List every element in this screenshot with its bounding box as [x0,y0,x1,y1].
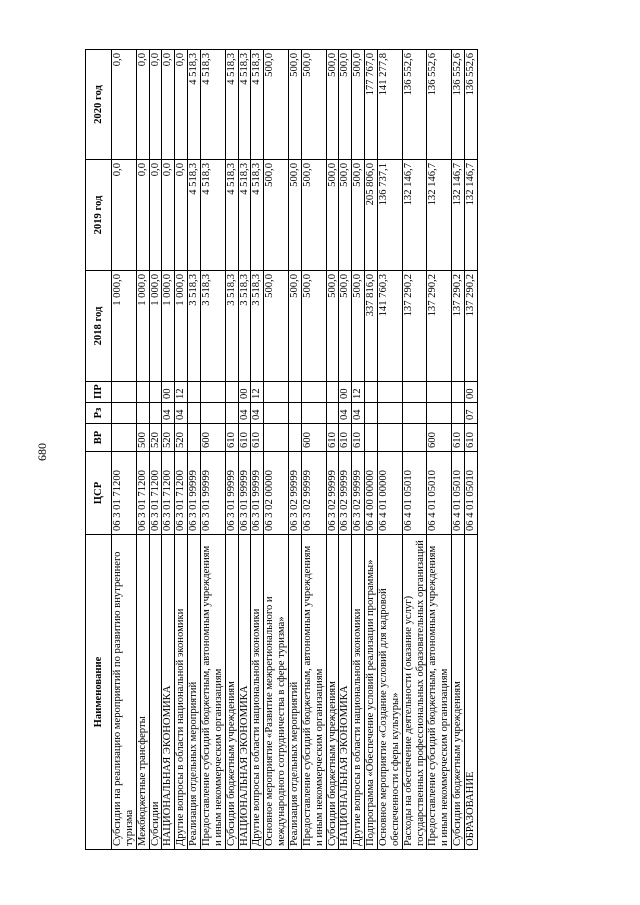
cell-pr [402,382,427,403]
cell-name: Межбюджетные трансферты [136,535,149,850]
cell-2018: 500,0 [301,271,326,382]
cell-2018: 137 290,2 [402,271,427,382]
table-row [136,50,149,850]
cell-2019: 132 146,7 [427,160,452,271]
cell-csr: 06 4 01 00000 [378,452,403,535]
table-row [112,50,137,850]
cell-2020: 500,0 [352,50,365,160]
cell-2020: 0,0 [136,50,149,160]
table-row [402,50,427,850]
cell-name: Расходы на обеспечение деятельности (оказание услуг) государственных профессиональных образовательных организаций [402,535,427,850]
cell-2020: 136 552,6 [452,50,465,160]
cell-pr: 12 [352,382,365,403]
cell-2020: 177 767,0 [365,50,378,160]
cell-vr: 610 [339,424,352,452]
cell-2019: 132 146,7 [465,160,478,271]
cell-2018: 500,0 [339,271,352,382]
cell-2019: 0,0 [175,160,188,271]
cell-2020: 4 518,3 [251,50,264,160]
header-2020: 2020 год [86,50,112,160]
cell-2019: 500,0 [326,160,339,271]
table-row [162,50,175,850]
cell-2020: 0,0 [175,50,188,160]
cell-name: ОБРАЗОВАНИЕ [465,535,478,850]
cell-pr [149,382,162,403]
cell-2019: 500,0 [352,160,365,271]
cell-name: НАЦИОНАЛЬНАЯ ЭКОНОМИКА [339,535,352,850]
cell-vr: 610 [326,424,339,452]
cell-2019: 500,0 [339,160,352,271]
cell-2020: 4 518,3 [238,50,251,160]
table-row [149,50,162,850]
cell-name: Другие вопросы в области национальной экономики [352,535,365,850]
page-number: 680 [35,443,49,461]
cell-csr: 06 3 02 99999 [326,452,339,535]
cell-pr [301,382,326,403]
cell-vr: 500 [136,424,149,452]
table-row [452,50,465,850]
cell-pr [201,382,226,403]
cell-2020: 500,0 [289,50,302,160]
cell-pr [289,382,302,403]
cell-vr: 610 [251,424,264,452]
cell-2018: 141 760,3 [378,271,403,382]
cell-2020: 4 518,3 [201,50,226,160]
cell-name: Субсидии на реализацию мероприятий по развитию внутреннего туризма [112,535,137,850]
cell-vr [289,424,302,452]
cell-pr [136,382,149,403]
cell-name: Субсидии [149,535,162,850]
cell-rz [452,403,465,424]
cell-2019: 136 737,1 [378,160,403,271]
table-row [352,50,365,850]
table-row [225,50,238,850]
cell-rz [378,403,403,424]
cell-2018: 500,0 [352,271,365,382]
cell-vr: 610 [352,424,365,452]
cell-2020: 136 552,6 [402,50,427,160]
cell-csr: 06 3 01 99999 [238,452,251,535]
cell-2018: 500,0 [289,271,302,382]
header-vr: ВР [86,424,112,452]
cell-vr: 610 [238,424,251,452]
cell-name: Субсидии бюджетным учреждениям [225,535,238,850]
cell-2018: 1 000,0 [112,271,137,382]
cell-pr [225,382,238,403]
cell-csr: 06 4 01 05010 [465,452,478,535]
cell-name: Основное мероприятие «Создание условий для кадровой обеспеченности сферы культуры» [378,535,403,850]
cell-rz [326,403,339,424]
cell-vr: 600 [201,424,226,452]
table-row [188,50,201,850]
cell-2020: 500,0 [301,50,326,160]
cell-csr: 06 3 01 71200 [162,452,175,535]
cell-name: Другие вопросы в области национальной экономики [251,535,264,850]
table-row [264,50,289,850]
cell-2019: 0,0 [162,160,175,271]
cell-csr: 06 3 02 99999 [352,452,365,535]
cell-rz: 04 [162,403,175,424]
cell-2019: 4 518,3 [201,160,226,271]
cell-vr [112,424,137,452]
cell-2019: 0,0 [112,160,137,271]
cell-name: Реализация отдельных мероприятий [188,535,201,850]
cell-rz: 04 [251,403,264,424]
cell-csr: 06 3 02 99999 [301,452,326,535]
budget-table [85,49,478,850]
cell-rz: 04 [175,403,188,424]
cell-pr [188,382,201,403]
cell-pr: 00 [339,382,352,403]
table-row [301,50,326,850]
cell-2018: 137 290,2 [427,271,452,382]
cell-2019: 500,0 [301,160,326,271]
cell-pr [452,382,465,403]
table-header-row [86,50,112,850]
header-name: Наименование [86,535,112,850]
cell-pr [264,382,289,403]
cell-name: Предоставление субсидий бюджетным, автономным учреждениям и иным некоммерческим организациям [427,535,452,850]
rotated-table-container [85,50,565,850]
cell-2018: 137 290,2 [465,271,478,382]
cell-name: Другие вопросы в области национальной экономики [175,535,188,850]
table-row [465,50,478,850]
cell-pr [427,382,452,403]
cell-pr [378,382,403,403]
cell-2018: 500,0 [264,271,289,382]
cell-vr [264,424,289,452]
header-pr: ПР [86,382,112,403]
cell-rz [225,403,238,424]
cell-2018: 337 816,0 [365,271,378,382]
cell-2020: 136 552,6 [427,50,452,160]
cell-rz [289,403,302,424]
cell-2020: 500,0 [264,50,289,160]
cell-rz [402,403,427,424]
cell-2020: 4 518,3 [188,50,201,160]
header-2018: 2018 год [86,271,112,382]
cell-pr: 00 [465,382,478,403]
cell-vr: 600 [301,424,326,452]
cell-rz: 04 [339,403,352,424]
cell-vr [188,424,201,452]
cell-rz [136,403,149,424]
cell-csr: 06 3 02 99999 [339,452,352,535]
cell-vr [378,424,403,452]
cell-rz [365,403,378,424]
cell-csr: 06 4 01 05010 [427,452,452,535]
cell-2019: 500,0 [264,160,289,271]
cell-rz [112,403,137,424]
cell-2019: 4 518,3 [238,160,251,271]
cell-2019: 0,0 [149,160,162,271]
cell-name: НАЦИОНАЛЬНАЯ ЭКОНОМИКА [238,535,251,850]
cell-vr: 610 [225,424,238,452]
header-csr: ЦСР [86,452,112,535]
cell-rz: 07 [465,403,478,424]
table-row [378,50,403,850]
cell-csr: 06 4 01 05010 [452,452,465,535]
cell-name: Подпрограмма «Обеспечение условий реализации программы» [365,535,378,850]
cell-rz [188,403,201,424]
cell-csr: 06 3 01 71200 [175,452,188,535]
cell-2020: 0,0 [112,50,137,160]
header-2019: 2019 год [86,160,112,271]
cell-name: Предоставление субсидий бюджетным, автономным учреждениям и иным некоммерческим организациям [301,535,326,850]
cell-csr: 06 3 01 99999 [201,452,226,535]
cell-csr: 06 4 01 05010 [402,452,427,535]
table-row [365,50,378,850]
cell-2020: 0,0 [162,50,175,160]
cell-2020: 500,0 [339,50,352,160]
table-row [326,50,339,850]
table-row [201,50,226,850]
cell-pr: 00 [238,382,251,403]
cell-2019: 4 518,3 [251,160,264,271]
header-rz: Рз [86,403,112,424]
cell-name: Реализация отдельных мероприятий [289,535,302,850]
cell-csr: 06 3 02 99999 [289,452,302,535]
cell-vr: 610 [452,424,465,452]
cell-2020: 4 518,3 [225,50,238,160]
cell-2019: 132 146,7 [402,160,427,271]
cell-rz [264,403,289,424]
cell-2018: 1 000,0 [175,271,188,382]
cell-vr: 520 [149,424,162,452]
table-row [289,50,302,850]
cell-vr: 520 [175,424,188,452]
cell-csr: 06 3 01 99999 [188,452,201,535]
cell-2019: 0,0 [136,160,149,271]
cell-2019: 132 146,7 [452,160,465,271]
cell-2018: 1 000,0 [149,271,162,382]
cell-rz: 04 [238,403,251,424]
cell-csr: 06 3 02 00000 [264,452,289,535]
cell-rz: 04 [352,403,365,424]
cell-csr: 06 3 01 99999 [225,452,238,535]
cell-2018: 3 518,3 [238,271,251,382]
cell-2019: 4 518,3 [225,160,238,271]
cell-rz [301,403,326,424]
cell-2018: 3 518,3 [225,271,238,382]
cell-2020: 136 552,6 [465,50,478,160]
table-row [427,50,452,850]
cell-vr: 600 [427,424,452,452]
cell-name: НАЦИОНАЛЬНАЯ ЭКОНОМИКА [162,535,175,850]
cell-pr: 12 [175,382,188,403]
cell-vr: 610 [465,424,478,452]
cell-2020: 0,0 [149,50,162,160]
cell-csr: 06 4 00 00000 [365,452,378,535]
cell-2019: 205 806,0 [365,160,378,271]
table-row [238,50,251,850]
cell-name: Предоставление субсидий бюджетным, автономным учреждениям и иным некоммерческим организациям [201,535,226,850]
table-row [251,50,264,850]
cell-pr [326,382,339,403]
cell-2019: 500,0 [289,160,302,271]
cell-pr [365,382,378,403]
cell-2018: 3 518,3 [188,271,201,382]
cell-2018: 137 290,2 [452,271,465,382]
table-row [339,50,352,850]
cell-2018: 500,0 [326,271,339,382]
cell-vr [365,424,378,452]
cell-2018: 3 518,3 [201,271,226,382]
cell-2018: 1 000,0 [162,271,175,382]
cell-vr: 520 [162,424,175,452]
cell-name: Субсидии бюджетным учреждениям [326,535,339,850]
cell-2018: 3 518,3 [251,271,264,382]
cell-2019: 4 518,3 [188,160,201,271]
cell-csr: 06 3 01 71200 [112,452,137,535]
cell-pr [112,382,137,403]
cell-2020: 141 277,8 [378,50,403,160]
cell-csr: 06 3 01 99999 [251,452,264,535]
cell-2020: 500,0 [326,50,339,160]
cell-name: Субсидии бюджетным учреждениям [452,535,465,850]
cell-2018: 1 000,0 [136,271,149,382]
cell-vr [402,424,427,452]
cell-pr: 12 [251,382,264,403]
cell-rz [149,403,162,424]
cell-csr: 06 3 01 71200 [149,452,162,535]
cell-pr: 00 [162,382,175,403]
table-row [175,50,188,850]
cell-name: Основное мероприятие «Развитие межрегионального и международного сотрудничества в сфере туризма» [264,535,289,850]
cell-rz [201,403,226,424]
cell-csr: 06 3 01 71200 [136,452,149,535]
table-body [112,50,478,850]
cell-rz [427,403,452,424]
